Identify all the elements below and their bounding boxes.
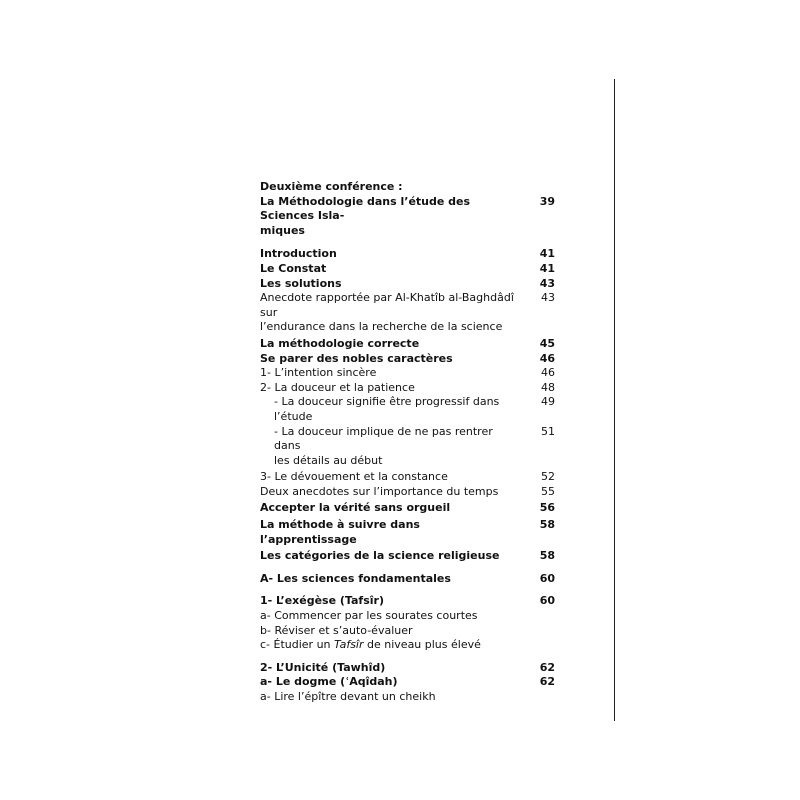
toc-entry: Introduction 41 <box>260 247 555 261</box>
toc-entry: 3- Le dévouement et la constance 52 <box>260 470 555 484</box>
toc-page-number: 45 <box>539 336 555 350</box>
toc-entry: 1- L’exégèse (Tafsîr) 60 <box>260 594 555 608</box>
toc-entry: a- Lire l’épître devant un cheikh <box>260 690 436 703</box>
toc-entry: La méthode à suivre dans l’apprentissage 58 <box>260 518 555 546</box>
toc-page-number: 48 <box>541 380 555 394</box>
toc-page-number: 43 <box>539 276 555 290</box>
toc-entry: 1- L’intention sincère 46 <box>260 366 555 380</box>
toc-entry: 2- La douceur et la patience 48 <box>260 380 555 394</box>
toc-page-number: 52 <box>541 470 555 484</box>
toc-page-number: 41 <box>539 261 555 275</box>
toc-entry: a- Le dogme (ʿAqîdah) 62 <box>260 675 555 689</box>
toc-page-number: 51 <box>541 424 555 438</box>
toc-entry: Se parer des nobles caractères 46 <box>260 351 555 365</box>
toc-entry: A- Les sciences fondamentales 60 <box>260 571 555 585</box>
toc-entry: a- Commencer par les sourates courtes <box>260 609 478 623</box>
toc-entry: 2- L’Unicité (Tawhîd) 62 <box>260 660 555 674</box>
toc-entry: - La douceur signifie être progressif dans l’étude 49 <box>274 395 555 423</box>
chapter-page-number: 39 <box>539 194 555 208</box>
toc-entry: Les catégories de la science religieuse 58 <box>260 549 555 563</box>
toc-page-number: 58 <box>539 549 555 563</box>
toc-heading <box>260 180 555 195</box>
toc-page-number: 60 <box>539 594 555 608</box>
toc-page-number: 56 <box>539 501 555 515</box>
toc-entry: Accepter la vérité sans orgueil 56 <box>260 501 555 515</box>
toc-entry: Les solutions 43 <box>260 276 555 290</box>
toc-entry: Le Constat 41 <box>260 261 555 275</box>
toc-page-number: 62 <box>539 660 555 674</box>
toc-page-number: 41 <box>539 247 555 261</box>
page-edge-rule <box>614 79 615 721</box>
toc-page-number: 49 <box>541 395 555 409</box>
toc-entry: - La douceur implique de ne pas rentrer dans les détails au début 51 <box>274 424 555 467</box>
toc-entry: c- Étudier un Tafsîr de niveau plus élevé <box>260 638 481 652</box>
toc-page-number: 62 <box>539 675 555 689</box>
toc-page-number: 60 <box>539 571 555 585</box>
toc-entry: Anecdote rapportée par Al-Khatîb al-Baghdâdî sur l’endurance dans la recherche de la science 43 <box>260 291 555 334</box>
toc-entry: Deux anecdotes sur l’importance du temps 55 <box>260 484 555 498</box>
toc-page-number: 58 <box>539 518 555 532</box>
toc-entry: b- Réviser et s’auto-évaluer <box>260 623 413 637</box>
toc-page-number: 46 <box>541 366 555 380</box>
toc-page-number: 55 <box>541 484 555 498</box>
toc-page-number: 43 <box>541 291 555 305</box>
chapter-title-line-1: La Méthodologie dans l’étude des Sciences Isla- <box>260 194 471 223</box>
toc-chapter-title <box>260 195 555 239</box>
chapter-title-line-2: miques <box>260 223 305 237</box>
toc-entry: La méthodologie correcte 45 <box>260 336 555 350</box>
toc-heading-text: Deuxième conférence : <box>260 180 403 193</box>
table-of-contents <box>260 180 555 705</box>
toc-page-number: 46 <box>539 351 555 365</box>
